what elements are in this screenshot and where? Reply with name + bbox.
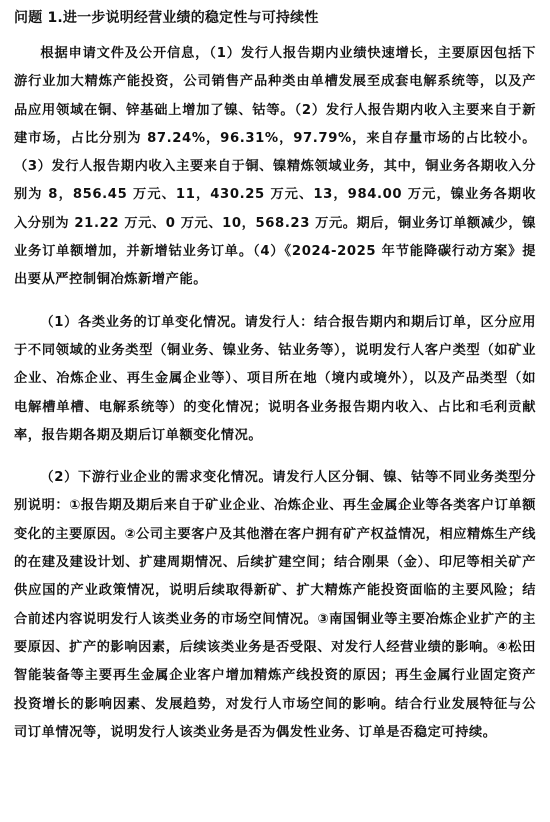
background-paragraph: 根据申请文件及公开信息，（1）发行人报告期内业绩快速增长，主要原因包括下游行业加大精炼产能投资，公司销售产品种类由单槽发展至成套电解系统等，以及产品应用领域在铜、锌基础上增加了镍、钴等。（2）发行人报告期内收入主要来自于新建市场，占比分别为 87.24%，96.31%，97.79%，来自存量市场的占比较小。（3）发行人报告期内收入主要来自于铜、镍精炼领域业务，其中，铜业务各期收入分别为 8，856.45 万元、11，430.25 万元、13，984.00 万元，镍业务各期收入分别为 21.22 万元、0 万元、10，568.23 万元。期后，铜业务订单额减少，镍业务订单额增加，并新增钴业务订单。（4）《2024-2025 年节能降碳行动方案》提出要从严控制铜冶炼新增产能。 <box>14 46 536 288</box>
question-part-1-paragraph: （1）各类业务的订单变化情况。请发行人：结合报告期内和期后订单，区分应用于不同领域的业务类型（铜业务、镍业务、钴业务等），说明发行人客户类型（如矿业企业、冶炼企业、再生金属企业等）、项目所在地（境内或境外），以及产品类型（如电解槽单槽、电解系统等）的变化情况；说明各业务报告期内收入、占比和毛利贡献率，报告期各期及期后订单额变化情况。 <box>14 314 536 443</box>
paragraph-spacer <box>14 295 536 309</box>
question-title: 问题 1.进一步说明经营业绩的稳定性与可持续性 <box>14 10 319 26</box>
question-part-2-paragraph: （2）下游行业企业的需求变化情况。请发行人区分铜、镍、钴等不同业务类型分别说明：①报告期及期后来自于矿业企业、冶炼企业、再生金属企业等各类客户订单额变化的主要原因。②公司主要客户及其他潜在客户拥有矿产权益情况，相应精炼生产线的在建及建设计划、扩建周期情况、后续扩建空间；结合刚果（金）、印尼等相关矿产供应国的产业政策情况，说明后续取得新矿、扩大精炼产能投资面临的主要风险；结合前述内容说明发行人该类业务的市场空间情况。③南国铜业等主要冶炼企业扩产的主要原因、扩产的影响因素，后续该类业务是否受限、对发行人经营业绩的影响。④松田智能装备等主要再生金属企业客户增加精炼产线投资的原因；再生金属行业固定资产投资增长的影响因素、发展趋势，对发行人市场空间的影响。结合行业发展特征与公司订单情况等，说明发行人该类业务是否为偶发性业务、订单是否稳定可持续。 <box>14 470 536 740</box>
paragraph-spacer <box>14 450 536 464</box>
